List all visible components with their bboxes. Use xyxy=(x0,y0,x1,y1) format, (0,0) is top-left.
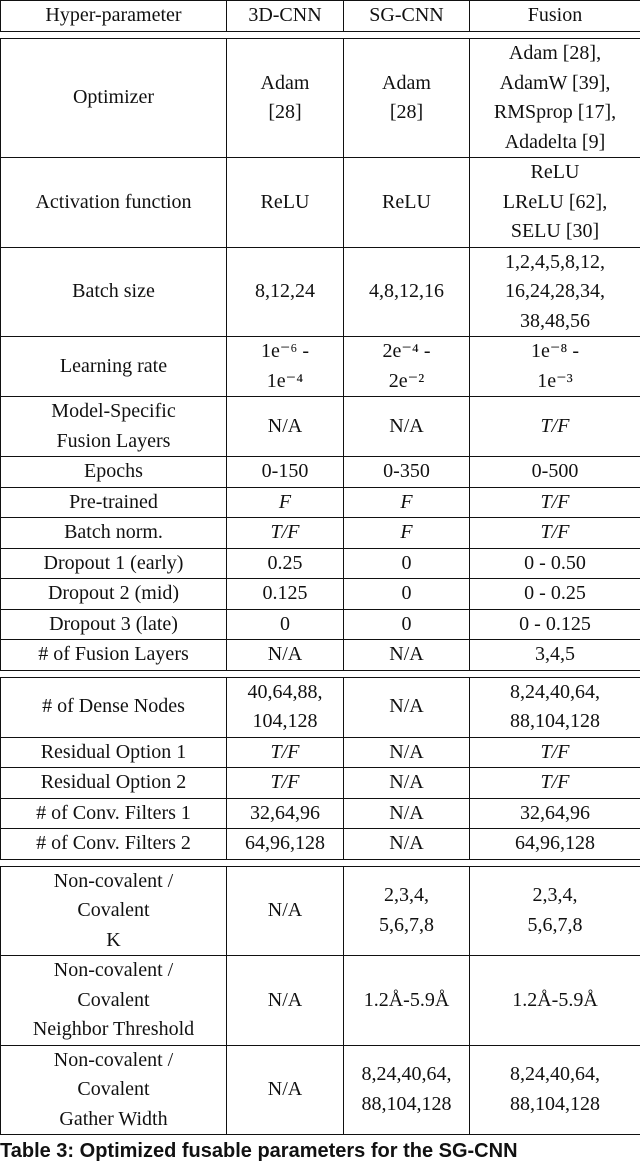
cell-hyper-parameter: Batch norm. xyxy=(1,518,227,549)
group-separator xyxy=(1,670,640,677)
cell-fusion: T/F xyxy=(470,768,640,799)
table-row xyxy=(1,866,640,956)
cell-3d-cnn: 1e⁻⁶ - 1e⁻⁴ xyxy=(227,337,344,397)
table-row xyxy=(1,737,640,768)
cell-fusion: 0 - 0.125 xyxy=(470,609,640,640)
cell-sg-cnn: 0 xyxy=(344,609,470,640)
cell-hyper-parameter: Learning rate xyxy=(1,337,227,397)
cell-fusion: T/F xyxy=(470,397,640,457)
table-row xyxy=(1,39,640,158)
table-body xyxy=(1,32,640,1135)
cell-fusion: T/F xyxy=(470,487,640,518)
table-row xyxy=(1,548,640,579)
group-separator-cell xyxy=(1,670,640,677)
cell-3d-cnn: 64,96,128 xyxy=(227,829,344,860)
cell-sg-cnn: 8,24,40,64, 88,104,128 xyxy=(344,1045,470,1135)
cell-hyper-parameter: Dropout 1 (early) xyxy=(1,548,227,579)
cell-sg-cnn: N/A xyxy=(344,737,470,768)
cell-3d-cnn: Adam [28] xyxy=(227,39,344,158)
cell-fusion: ReLU LReLU [62], SELU [30] xyxy=(470,158,640,248)
table-row xyxy=(1,337,640,397)
cell-fusion: T/F xyxy=(470,737,640,768)
cell-3d-cnn: N/A xyxy=(227,866,344,956)
cell-sg-cnn: N/A xyxy=(344,677,470,737)
cell-3d-cnn: 0.25 xyxy=(227,548,344,579)
cell-fusion: 1.2Å-5.9Å xyxy=(470,956,640,1046)
header-hyper-parameter: Hyper-parameter xyxy=(1,1,227,32)
cell-3d-cnn: 32,64,96 xyxy=(227,798,344,829)
table-caption: Table 3: Optimized fusable parameters for the SG-CNN xyxy=(0,1138,640,1164)
cell-fusion: 0 - 0.25 xyxy=(470,579,640,610)
cell-3d-cnn: 0 xyxy=(227,609,344,640)
cell-sg-cnn: F xyxy=(344,487,470,518)
cell-sg-cnn: N/A xyxy=(344,829,470,860)
table-row xyxy=(1,798,640,829)
cell-sg-cnn: N/A xyxy=(344,768,470,799)
cell-hyper-parameter: Model-Specific Fusion Layers xyxy=(1,397,227,457)
cell-fusion: 32,64,96 xyxy=(470,798,640,829)
cell-3d-cnn: 40,64,88, 104,128 xyxy=(227,677,344,737)
table-row xyxy=(1,579,640,610)
cell-fusion: 0-500 xyxy=(470,457,640,488)
cell-hyper-parameter: Non-covalent / Covalent Neighbor Threshold xyxy=(1,956,227,1046)
cell-fusion: 1,2,4,5,8,12, 16,24,28,34, 38,48,56 xyxy=(470,247,640,337)
cell-fusion: 64,96,128 xyxy=(470,829,640,860)
cell-hyper-parameter: # of Conv. Filters 2 xyxy=(1,829,227,860)
table-row xyxy=(1,640,640,671)
table-row xyxy=(1,158,640,248)
group-separator xyxy=(1,859,640,866)
cell-3d-cnn: 8,12,24 xyxy=(227,247,344,337)
table-row xyxy=(1,829,640,860)
cell-fusion: Adam [28], AdamW [39], RMSprop [17], Adadelta [9] xyxy=(470,39,640,158)
cell-3d-cnn: T/F xyxy=(227,518,344,549)
cell-fusion: 2,3,4, 5,6,7,8 xyxy=(470,866,640,956)
cell-3d-cnn: T/F xyxy=(227,768,344,799)
table-row xyxy=(1,518,640,549)
table-row xyxy=(1,247,640,337)
cell-3d-cnn: N/A xyxy=(227,640,344,671)
cell-hyper-parameter: Optimizer xyxy=(1,39,227,158)
table-row xyxy=(1,609,640,640)
group-separator xyxy=(1,32,640,39)
cell-3d-cnn: 0.125 xyxy=(227,579,344,610)
cell-3d-cnn: N/A xyxy=(227,956,344,1046)
table-row xyxy=(1,1045,640,1135)
cell-hyper-parameter: Epochs xyxy=(1,457,227,488)
cell-hyper-parameter: Residual Option 1 xyxy=(1,737,227,768)
cell-sg-cnn: 2e⁻⁴ - 2e⁻² xyxy=(344,337,470,397)
cell-3d-cnn: ReLU xyxy=(227,158,344,248)
cell-3d-cnn: N/A xyxy=(227,397,344,457)
header-sg-cnn: SG-CNN xyxy=(344,1,470,32)
cell-hyper-parameter: Non-covalent / Covalent K xyxy=(1,866,227,956)
cell-hyper-parameter: Dropout 2 (mid) xyxy=(1,579,227,610)
cell-3d-cnn: N/A xyxy=(227,1045,344,1135)
cell-hyper-parameter: Residual Option 2 xyxy=(1,768,227,799)
cell-fusion: 1e⁻⁸ - 1e⁻³ xyxy=(470,337,640,397)
cell-sg-cnn: N/A xyxy=(344,640,470,671)
cell-fusion: 3,4,5 xyxy=(470,640,640,671)
cell-hyper-parameter: Activation function xyxy=(1,158,227,248)
group-separator-cell xyxy=(1,859,640,866)
cell-3d-cnn: F xyxy=(227,487,344,518)
cell-sg-cnn: F xyxy=(344,518,470,549)
cell-3d-cnn: 0-150 xyxy=(227,457,344,488)
cell-fusion: 8,24,40,64, 88,104,128 xyxy=(470,1045,640,1135)
header-row xyxy=(1,1,640,32)
cell-sg-cnn: Adam [28] xyxy=(344,39,470,158)
table-row xyxy=(1,768,640,799)
table-row xyxy=(1,457,640,488)
header-fusion: Fusion xyxy=(470,1,640,32)
group-separator-cell xyxy=(1,32,640,39)
cell-sg-cnn: N/A xyxy=(344,397,470,457)
table-row xyxy=(1,956,640,1046)
table-row xyxy=(1,487,640,518)
cell-sg-cnn: 4,8,12,16 xyxy=(344,247,470,337)
cell-sg-cnn: 2,3,4, 5,6,7,8 xyxy=(344,866,470,956)
cell-sg-cnn: 0 xyxy=(344,579,470,610)
cell-fusion: T/F xyxy=(470,518,640,549)
cell-sg-cnn: 0 xyxy=(344,548,470,579)
cell-sg-cnn: 1.2Å-5.9Å xyxy=(344,956,470,1046)
cell-fusion: 8,24,40,64, 88,104,128 xyxy=(470,677,640,737)
cell-hyper-parameter: Non-covalent / Covalent Gather Width xyxy=(1,1045,227,1135)
cell-hyper-parameter: Pre-trained xyxy=(1,487,227,518)
cell-sg-cnn: ReLU xyxy=(344,158,470,248)
table-row xyxy=(1,397,640,457)
table-row xyxy=(1,677,640,737)
cell-hyper-parameter: # of Dense Nodes xyxy=(1,677,227,737)
cell-hyper-parameter: Batch size xyxy=(1,247,227,337)
header-3d-cnn: 3D-CNN xyxy=(227,1,344,32)
cell-hyper-parameter: # of Fusion Layers xyxy=(1,640,227,671)
cell-hyper-parameter: Dropout 3 (late) xyxy=(1,609,227,640)
cell-hyper-parameter: # of Conv. Filters 1 xyxy=(1,798,227,829)
cell-sg-cnn: 0-350 xyxy=(344,457,470,488)
cell-sg-cnn: N/A xyxy=(344,798,470,829)
cell-3d-cnn: T/F xyxy=(227,737,344,768)
cell-fusion: 0 - 0.50 xyxy=(470,548,640,579)
